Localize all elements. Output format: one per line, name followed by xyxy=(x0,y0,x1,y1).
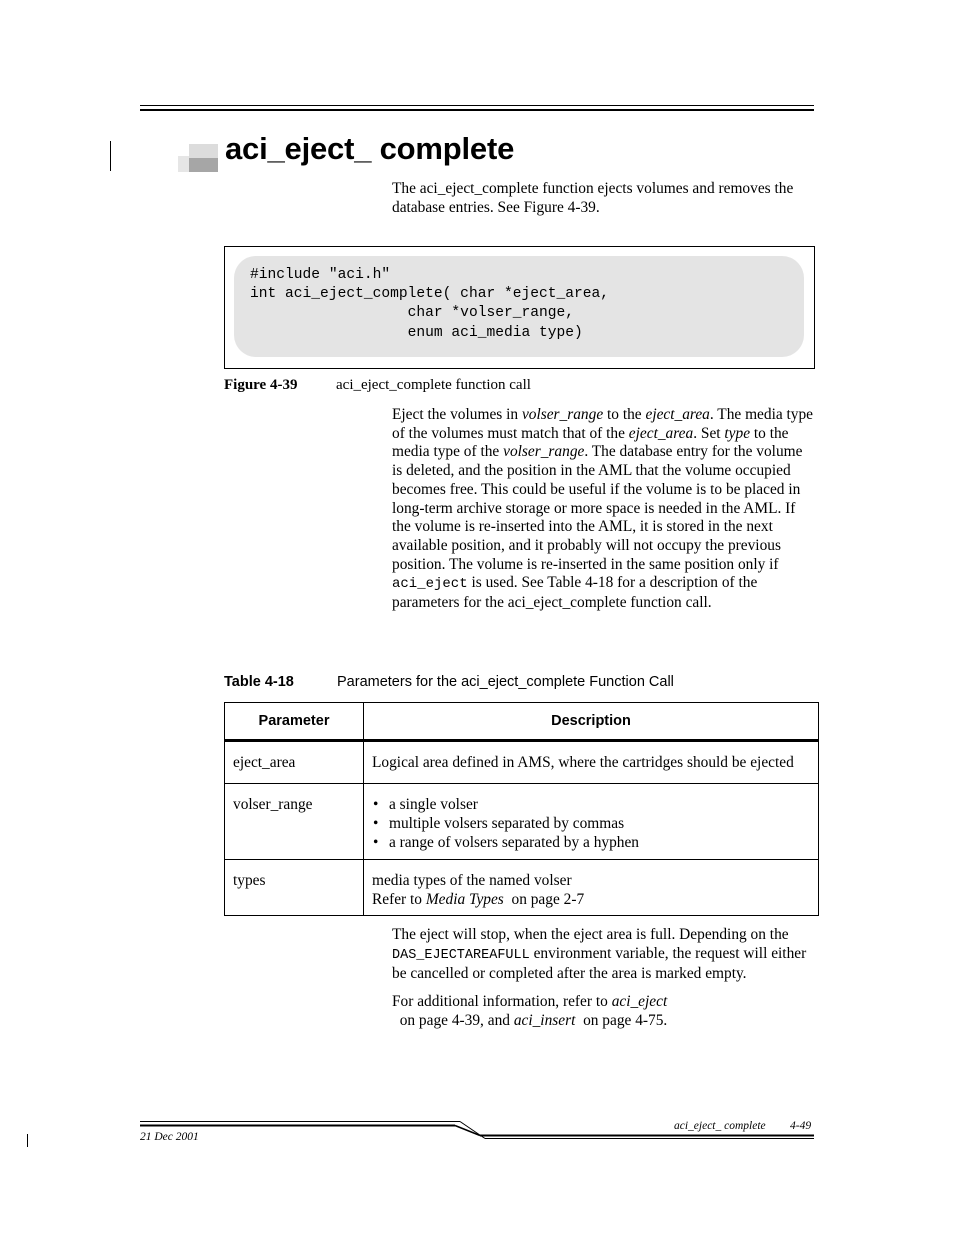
page-title: aci_eject_ complete xyxy=(225,131,515,166)
column-header-description: Description xyxy=(364,703,819,741)
intro-paragraph xyxy=(392,180,817,217)
footer-rules xyxy=(140,1119,816,1141)
code-block xyxy=(234,256,804,357)
change-bar xyxy=(110,141,111,171)
table-row xyxy=(225,784,819,860)
footer-section-title: aci_eject_ complete xyxy=(674,1120,766,1132)
table-caption: Parameters for the aci_eject_complete Function Call xyxy=(337,674,674,690)
footer-change-bar xyxy=(27,1134,28,1147)
parameters-table xyxy=(224,702,819,916)
footer-date: 21 Dec 2001 xyxy=(140,1131,199,1143)
table-header-row xyxy=(225,703,819,741)
code-line: enum aci_media type) xyxy=(250,324,583,341)
list-item: • multiple volsers separated by commas xyxy=(372,814,810,833)
figure-label: Figure 4-39 xyxy=(224,377,298,393)
description-cell xyxy=(364,784,819,860)
description-paragraph: Eject the volumes in volser_range to the eject_area. The media type of the volumes must match that of the eject_area. Set type to the media type of the volser_range. The database entry for the volume is deleted, and the position in the AML that the volume occupied becomes free. This could be useful if the volume is to be placed in long-term archive storage or more space is needed in the AML. If the volume is re-inserted into the AML, it is stored in the next available position, and it probably will not occupy the previous position. The volume is re-inserted in the same position only if aci_eject is used. See Table 4-18 for a description of the parameters for the aci_eject_complete function call. xyxy=(392,406,814,612)
list-item: • a single volser xyxy=(372,795,810,814)
after-table-text xyxy=(392,926,818,1031)
description-line: media types of the named volser xyxy=(372,872,572,889)
code-figure-frame xyxy=(224,246,815,369)
see-also-paragraph: For additional information, refer to aci_eject on page 4-39, and aci_insert on page 4-75. xyxy=(392,993,668,1029)
eject-stop-paragraph: The eject will stop, when the eject area is full. Depending on the DAS_EJECTAREAFULL environment variable, the request will either be cancelled or completed after the area is marked empty. xyxy=(392,926,807,983)
table-row xyxy=(225,860,819,916)
bullet-list xyxy=(372,795,810,852)
table-label: Table 4-18 xyxy=(224,674,294,690)
footer-page-number: 4-49 xyxy=(790,1120,812,1132)
param-cell: types xyxy=(225,860,364,916)
param-cell: volser_range xyxy=(225,784,364,860)
column-header-parameter: Parameter xyxy=(225,703,364,741)
list-item: • a range of volsers separated by a hyphen xyxy=(372,833,810,852)
code-line: #include "aci.h" xyxy=(250,267,391,283)
code-line: char *volser_range, xyxy=(250,305,575,322)
code-listing xyxy=(250,266,609,343)
header-rule-bottom xyxy=(140,109,814,111)
figure-caption: aci_eject_complete function call xyxy=(336,377,531,393)
code-line: int aci_eject_complete( char *eject_area, xyxy=(250,286,610,303)
table-row xyxy=(225,741,819,784)
description-cell: Logical area defined in AMS, where the cartridges should be ejected xyxy=(364,741,819,784)
param-cell: eject_area xyxy=(225,741,364,784)
cross-reference: Refer to Media Types on page 2-7 xyxy=(372,891,585,908)
header-rule-top xyxy=(140,105,814,106)
heading-marker-icon xyxy=(178,144,218,172)
intro-text: The aci_eject_complete function ejects volumes and removes the database entries. See Figure 4-39. xyxy=(392,180,794,216)
description-cell xyxy=(364,860,819,916)
